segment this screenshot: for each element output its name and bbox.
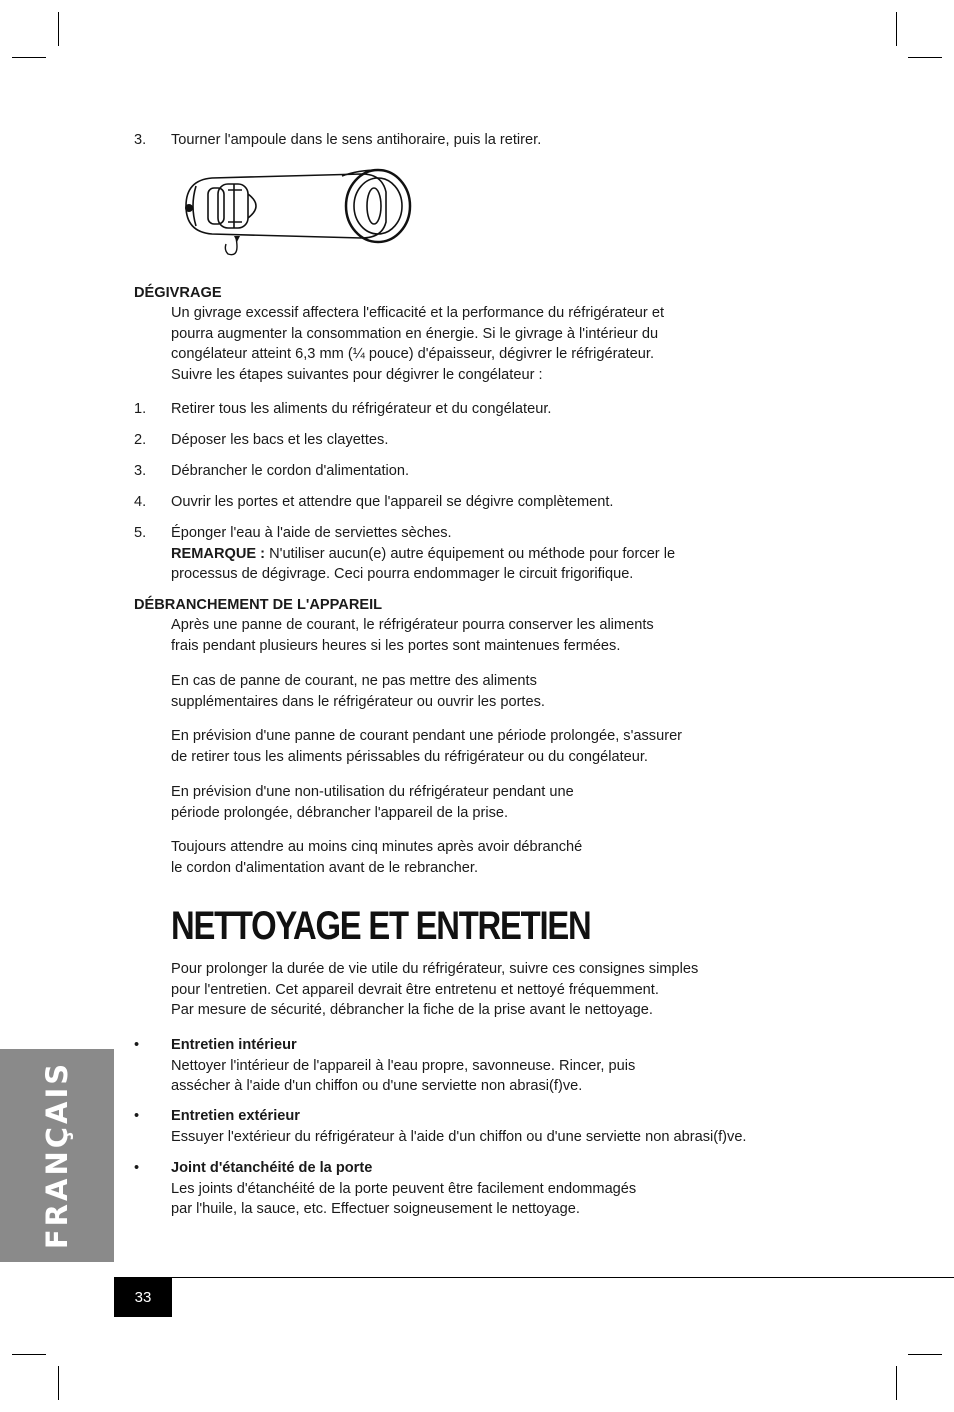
bullet: • <box>134 1037 140 1053</box>
degivrage-intro: Un givrage excessif affectera l'efficacité et la performance du réfrigérateur et pourra augmenter la consommation en énergie. Si le givrage à l'intérieur du congélateur atteint 6,3 mm (¼ pouce) d'épaisseur, dégivrer le réfrigérateur. Suivre les étapes suivantes pour dégivrer le congélateur : <box>171 305 665 383</box>
step-text: Retirer tous les aliments du réfrigérateur et du congélateur. <box>171 401 552 417</box>
step-number: 3. <box>134 463 147 479</box>
crop-mark <box>58 12 59 46</box>
paragraph: Après une panne de courant, le réfrigérateur pourra conserver les aliments frais pendant plusieurs heures si les portes sont maintenues fermées. <box>171 617 654 654</box>
crop-mark <box>58 1366 59 1400</box>
step-number: 3. <box>134 132 147 148</box>
step-number: 1. <box>134 401 147 417</box>
footer-rule <box>114 1277 954 1278</box>
bullet: • <box>134 1108 140 1124</box>
paragraph: En prévision d'une non-utilisation du réfrigérateur pendant une période prolongée, débrancher l'appareil de la prise. <box>171 784 574 821</box>
step-text: Débrancher le cordon d'alimentation. <box>171 463 410 479</box>
language-tab-label: FRANÇAIS <box>39 1060 74 1250</box>
bullet: • <box>134 1160 140 1176</box>
step-text: Tourner l'ampoule dans le sens antihoraire, puis la retirer. <box>171 132 542 148</box>
list-item: Entretien extérieur Essuyer l'extérieur du réfrigérateur à l'aide d'un chiffon ou d'une serviette non abrasi(f)ve. <box>171 1108 747 1145</box>
step-text: Ouvrir les portes et attendre que l'appareil se dégivre complètement. <box>171 494 614 510</box>
section-title-debranchement: DÉBRANCHEMENT DE L'APPAREIL <box>134 597 383 613</box>
nettoyage-intro: Pour prolonger la durée de vie utile du réfrigérateur, suivre ces consignes simples pour l'entretien. Cet appareil devrait être entretenu et nettoyé fréquemment. Par mesure de sécurité, débrancher la fiche de la prise avant le nettoyage. <box>171 961 699 1018</box>
section-title-degivrage: DÉGIVRAGE <box>134 285 222 301</box>
section-heading-nettoyage: NETTOYAGE ET ENTRETIEN <box>171 904 591 948</box>
crop-mark <box>908 1354 942 1355</box>
step-number: 4. <box>134 494 147 510</box>
crop-mark <box>908 57 942 58</box>
language-tab <box>0 1049 114 1262</box>
step-text: Déposer les bacs et les clayettes. <box>171 432 389 448</box>
step-number: 5. <box>134 525 147 541</box>
page-number: 33 <box>114 1278 172 1317</box>
light-cover-illustration <box>182 166 414 258</box>
paragraph: En prévision d'une panne de courant pendant une période prolongée, s'assurer de retirer tous les aliments périssables du réfrigérateur ou du congélateur. <box>171 728 683 765</box>
list-item: Entretien intérieur Nettoyer l'intérieur de l'appareil à l'eau propre, savonneuse. Rincer, puis assécher à l'aide d'un chiffon ou d'une serviette non abrasi(f)ve. <box>171 1037 636 1094</box>
crop-mark <box>896 12 897 46</box>
paragraph: Toujours attendre au moins cinq minutes après avoir débranché le cordon d'alimentation avant de le rebrancher. <box>171 839 583 876</box>
step-number: 2. <box>134 432 147 448</box>
crop-mark <box>896 1366 897 1400</box>
crop-mark <box>12 1354 46 1355</box>
paragraph: En cas de panne de courant, ne pas mettre des aliments supplémentaires dans le réfrigérateur ou ouvrir les portes. <box>171 673 545 710</box>
list-item: Joint d'étanchéité de la porte Les joints d'étanchéité de la porte peuvent être facilement endommagés par l'huile, la sauce, etc. Effectuer soigneusement le nettoyage. <box>171 1160 637 1217</box>
crop-mark <box>12 57 46 58</box>
step-text: Éponger l'eau à l'aide de serviettes sèches. REMARQUE : N'utiliser aucun(e) autre équipement ou méthode pour forcer le processus de dégivrage. Ceci pourra endommager le circuit frigorifique. <box>171 525 676 582</box>
note-label: REMARQUE : <box>171 545 266 562</box>
